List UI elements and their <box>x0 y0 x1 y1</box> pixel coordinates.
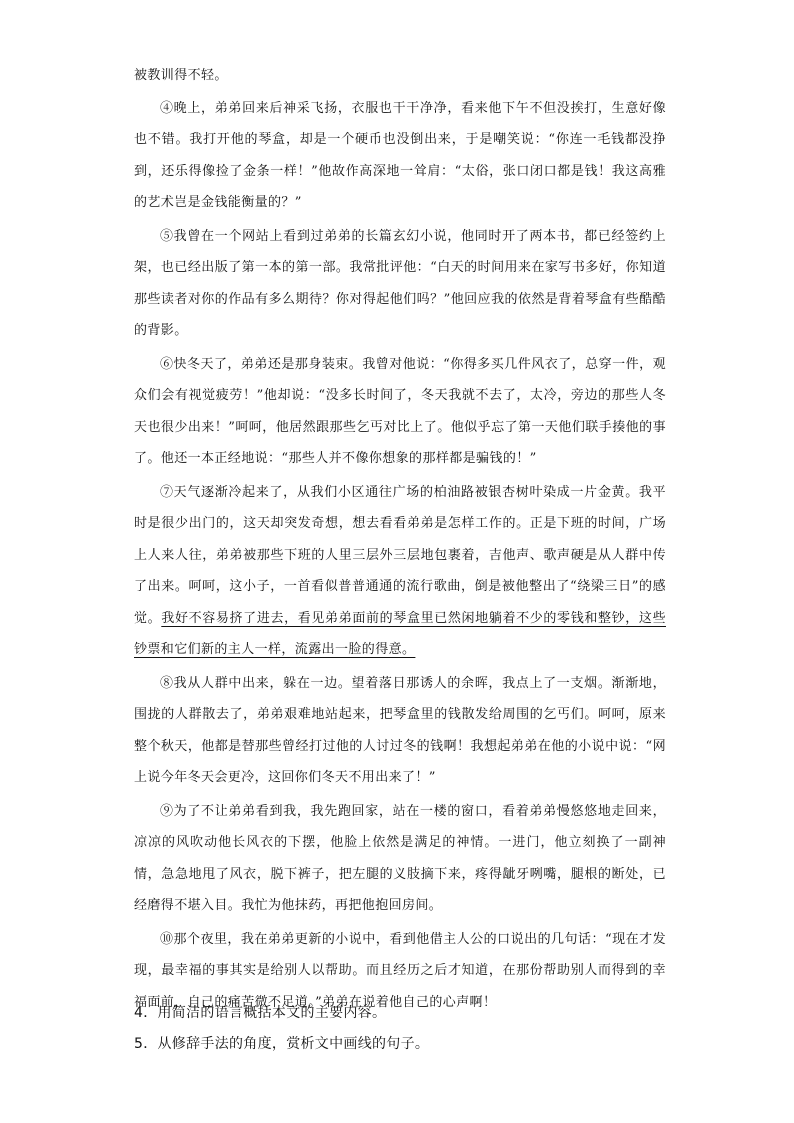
questions-block <box>134 998 666 1060</box>
paragraph-9: ⑨为了不让弟弟看到我，我先跑回家，站在一楼的窗口，看着弟弟慢悠悠地走回来，凉凉的风吹动他长风衣的下摆，他脸上依然是满足的神情。一进门，他立刻换了一副神情，急急地甩了风衣，脱下裤子，把左腿的义肢摘下来，疼得龇牙咧嘴，腿根的断处，已经磨得不堪入目。我忙为他抹药，再把他抱回房间。 <box>134 803 666 913</box>
paragraph-10: ⑩那个夜里，我在弟弟更新的小说中，看到他借主人公的口说出的几句话：“现在才发现，最幸福的事其实是给别人以帮助。而且经历之后才知道，在那份帮助别人而得到的幸福面前，自己的痛苦微不足道。”弟弟在说着他自己的心声啊！ <box>134 931 666 1010</box>
underlined-sentence: 我好不容易挤了进去，看见弟弟面前的琴盒里已然闲地躺着不少的零钱和整钞，这些钞票和它们新的主人一样，流露出一脸的得意。 <box>134 610 666 657</box>
paragraph-5: ⑤我曾在一个网站上看到过弟弟的长篇玄幻小说，他同时开了两本书，都已经签约上架，也已经出版了第一本的第一部。我常批评他：“白天的时间用来在家写书多好，你知道那些读者对你的作品有多么期待？你对得起他们吗？”他回应我的依然是背着琴盒有些酷酷的背影。 <box>134 228 666 338</box>
paragraph-7-text: ⑦天气逐渐冷起来了，从我们小区通往广场的柏油路被银杏树叶染成一片金黄。我平时是很少出门的，这天却突发奇想，想去看看弟弟是怎样工作的。正是下班的时间，广场上人来人往，弟弟被那些下班的人里三层外三层地包裹着，吉他声、歌声硬是从人群中传了出来。呵呵，这小子，一首看似普普通通的流行歌曲，倒是被他整出了“绕梁三日”的感觉。 <box>134 484 666 626</box>
document-page <box>134 60 666 1018</box>
paragraph-6: ⑥快冬天了，弟弟还是那身装束。我曾对他说：“你得多买几件风衣了，总穿一件，观众们会有视觉疲劳！”他却说：“没多长时间了，冬天我就不去了，太冷，旁边的那些人冬天也很少出来！”呵呵，他居然跟那些乞丐对比上了。他似乎忘了第一天他们联手揍他的事了。他还一本正经地说：“那些人并不像你想象的那样都是骗钱的！” <box>134 356 666 466</box>
question-5: 5．从修辞手法的角度，赏析文中画线的句子。 <box>134 1036 430 1052</box>
question-4: 4．用简洁的语言概括本文的主要内容。 <box>134 1005 387 1021</box>
paragraph-continuation: 被教训得不轻。 <box>134 68 228 83</box>
paragraph-7 <box>134 477 666 666</box>
paragraph-8: ⑧我从人群中出来，躲在一边。望着落日那诱人的余晖，我点上了一支烟。渐渐地，围拢的人群散去了，弟弟艰难地站起来，把琴盒里的钱散发给周围的乞丐们。呵呵，原来整个秋天，他都是替那些曾经打过他的人讨过冬的钱啊！我想起弟弟在他的小说中说：“网上说今年冬天会更冷，这回你们冬天不用出来了！” <box>134 675 666 785</box>
paragraph-4: ④晚上，弟弟回来后神采飞扬，衣服也干干净净，看来他下午不但没挨打，生意好像也不错。我打开他的琴盒，却是一个硬币也没倒出来，于是嘲笑说：“你连一毛钱都没挣到，还乐得像捡了金条一样！”他故作高深地一耸肩：“太俗，张口闭口都是钱！我这高雅的艺术岂是金钱能衡量的？” <box>134 100 666 210</box>
